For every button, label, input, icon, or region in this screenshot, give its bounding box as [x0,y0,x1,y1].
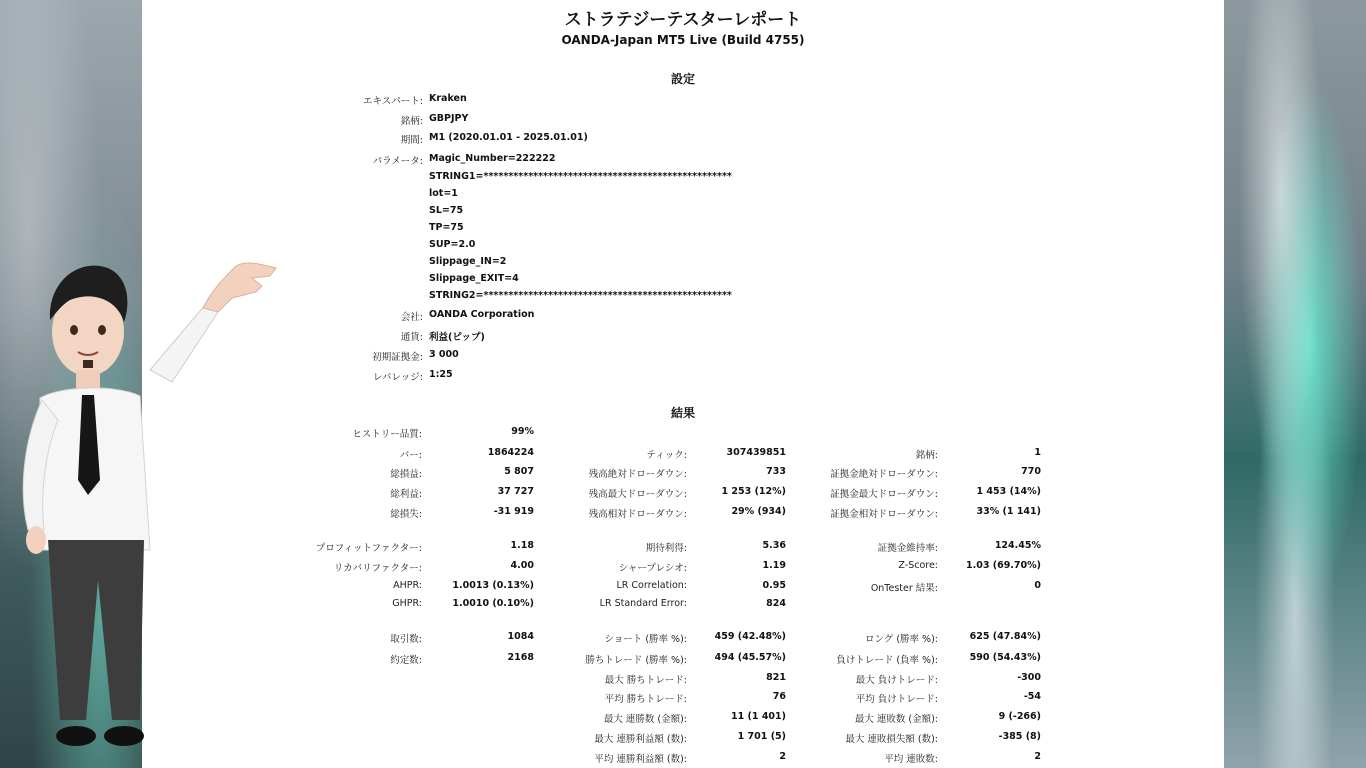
setting-label: エキスパート: [362,96,423,107]
result-value: 76 [772,691,786,702]
result-label: 平均 勝ちトレード: [604,694,687,705]
result-value: -54 [1023,691,1041,702]
result-value: 625 (47.84%) [969,631,1041,642]
result-value: 1084 [507,631,534,642]
result-value: 1 [1034,447,1041,458]
result-label: ショート (勝率 %): [604,634,687,645]
result-value: 1.0010 (0.10%) [452,598,534,609]
result-value: 37 727 [497,486,534,497]
result-label: ロング (勝率 %): [865,634,938,645]
result-label: OnTester 結果: [870,583,938,594]
setting-value-period: M1 (2020.01.01 - 2025.01.01) [429,132,588,143]
result-value: 29% (934) [731,506,786,517]
result-label: 平均 連勝利益額 (数): [594,754,687,765]
setting-value-symbol: GBPJPY [429,113,469,124]
result-value: 2 [779,751,786,762]
result-label: 銘柄: [915,450,938,461]
setting-label: 会社: [400,312,423,323]
setting-label: 通貨: [400,332,423,343]
result-value: 5.36 [762,540,786,551]
param-line: STRING2=************************************************** [429,290,732,301]
result-value: 824 [766,598,786,609]
result-value: 733 [766,466,786,477]
result-value: 2168 [507,652,534,663]
result-value: -385 (8) [998,731,1041,742]
results-heading: 結果 [670,406,695,420]
result-label: 残高絶対ドローダウン: [588,469,687,480]
result-value: 5 807 [504,466,534,477]
result-value: 1.19 [762,560,786,571]
result-value: 494 (45.57%) [714,652,786,663]
result-label: LR Correlation: [616,580,687,591]
result-value: -31 919 [493,506,534,517]
result-value: 770 [1021,466,1041,477]
result-label: 取引数: [390,634,422,645]
result-label: Z-Score: [898,560,938,571]
result-label: ティック: [646,450,687,461]
setting-label: 銘柄: [400,116,423,127]
result-label: 最大 連勝利益額 (数): [594,734,687,745]
setting-label: 初期証拠金: [372,352,423,363]
result-value: 4.00 [510,560,534,571]
result-label: 負けトレード (負率 %): [836,655,938,666]
result-value: 1.18 [510,540,534,551]
result-value: -300 [1017,672,1041,683]
setting-value-currency: 利益(ピップ) [429,332,485,343]
result-value: 1864224 [487,447,534,458]
result-value: 2 [1034,751,1041,762]
result-value: 1.0013 (0.13%) [452,580,534,591]
result-value: 0 [1034,580,1041,591]
setting-value-leverage: 1:25 [429,369,453,380]
result-label: 証拠金最大ドローダウン: [830,489,938,500]
param-line: Slippage_EXIT=4 [429,273,519,284]
setting-label: レバレッジ: [373,372,423,383]
result-label: AHPR: [393,580,422,591]
result-value: 11 (1 401) [731,711,786,722]
result-label: 約定数: [390,655,422,666]
setting-label: パラメータ: [372,156,423,167]
setting-label: 期間: [400,135,423,146]
result-label: 総損益: [390,469,422,480]
result-label: 証拠金絶対ドローダウン: [830,469,938,480]
result-value: 9 (-266) [998,711,1041,722]
background-right-wave [1224,0,1366,768]
result-label: 平均 負けトレード: [855,694,938,705]
result-label: 証拠金維持率: [877,543,938,554]
param-line: TP=75 [429,222,464,233]
result-value: 1 453 (14%) [976,486,1041,497]
result-value: 124.45% [994,540,1041,551]
setting-value-company: OANDA Corporation [429,309,535,320]
result-label: 勝ちトレード (勝率 %): [585,655,687,666]
result-value: 0.95 [762,580,786,591]
result-value: 33% (1 141) [976,506,1041,517]
result-label: 総利益: [390,489,422,500]
param-line: STRING1=************************************************** [429,171,732,182]
result-value: 1 253 (12%) [721,486,786,497]
result-label: ヒストリー品質: [352,429,422,440]
report-page [142,0,1224,768]
result-label: 最大 負けトレード: [855,675,938,686]
result-value: 1 701 (5) [737,731,786,742]
param-line: Slippage_IN=2 [429,256,507,267]
result-label: バー: [399,450,422,461]
result-label: 総損失: [390,509,422,520]
result-label: 証拠金相対ドローダウン: [830,509,938,520]
report-title: ストラテジーテスターレポート [564,10,802,30]
report-subtitle: OANDA-Japan MT5 Live (Build 4755) [561,33,805,47]
result-value: 1.03 (69.70%) [966,560,1041,571]
result-label: 残高相対ドローダウン: [588,509,687,520]
result-value: 307439851 [726,447,786,458]
result-label: 最大 連敗数 (金額): [854,714,938,725]
setting-value-parameter: Magic_Number=222222 [429,153,556,164]
param-line: SUP=2.0 [429,239,476,250]
result-label: LR Standard Error: [599,598,687,609]
result-value: 590 (54.43%) [969,652,1041,663]
setting-value-deposit: 3 000 [429,349,459,360]
result-label: GHPR: [392,598,422,609]
param-line: SL=75 [429,205,464,216]
result-label: 最大 勝ちトレード: [604,675,687,686]
result-label: 平均 連敗数: [884,754,938,765]
result-label: 期待利得: [645,543,687,554]
result-label: プロフィットファクター: [315,543,422,554]
result-label: 最大 連敗損失額 (数): [845,734,938,745]
result-label: シャープレシオ: [618,563,687,574]
result-value: 459 (42.48%) [714,631,786,642]
avatar-character-illustration [0,250,290,768]
result-label: 残高最大ドローダウン: [588,489,687,500]
settings-heading: 設定 [670,72,695,86]
result-label: 最大 連勝数 (金額): [603,714,687,725]
param-line: lot=1 [429,188,458,199]
result-value: 99% [511,426,534,437]
result-label: リカバリファクター: [333,563,422,574]
setting-value-expert: Kraken [429,93,467,104]
result-value: 821 [766,672,786,683]
